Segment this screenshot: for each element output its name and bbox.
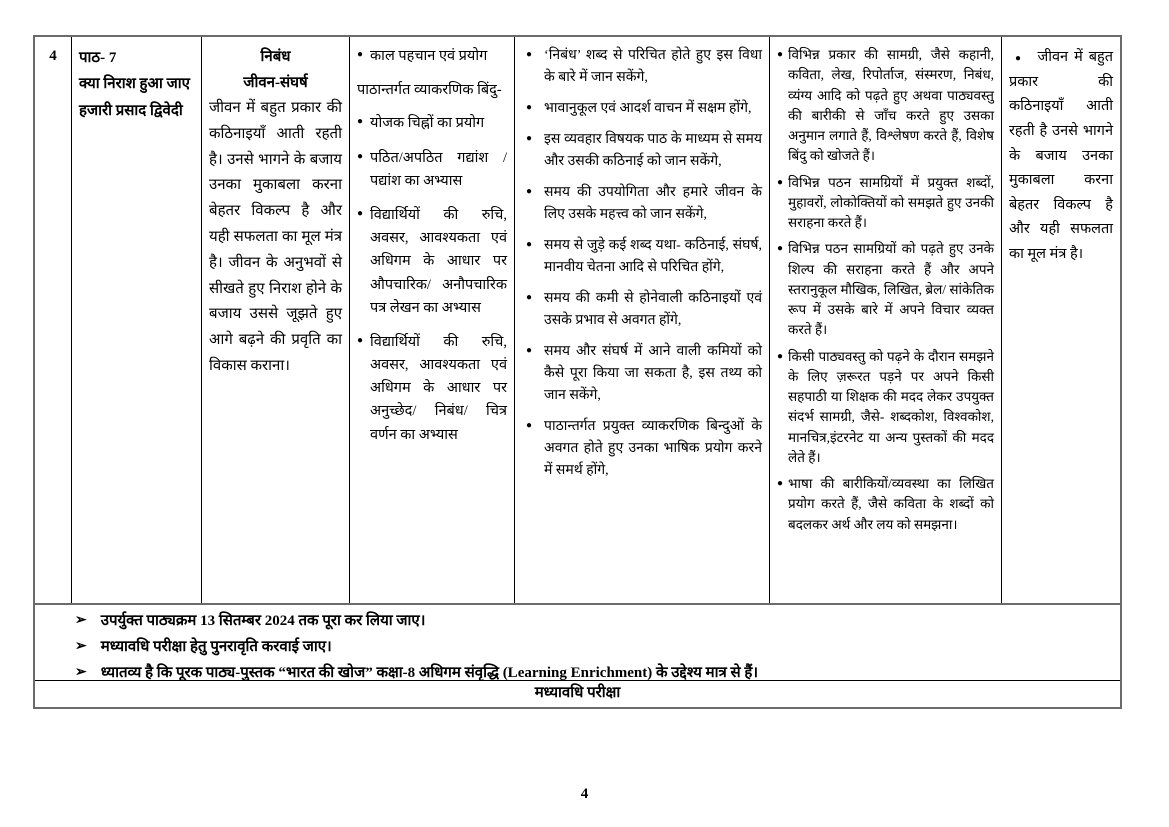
competency-item — [777, 347, 994, 469]
lesson-row — [35, 37, 1120, 603]
bullet-icon: ● — [777, 176, 784, 188]
outcome-item — [522, 288, 762, 332]
competencies-cell — [770, 37, 1002, 603]
competency-item — [777, 239, 994, 340]
bullet-icon: ● — [357, 49, 364, 60]
competency-item-text: भाषा की बारीकियों/व्यवस्था का लिखित प्रयोग करते हैं, जैसे कविता के शब्दों को बदलकर अर्थ और लय को समझना। — [788, 476, 994, 532]
bullet-icon: ● — [526, 132, 533, 144]
grammar-item-text: योजक चिह्नों का प्रयोग — [370, 115, 485, 132]
grammar-item-text: काल पहचान एवं प्रयोग — [370, 48, 488, 64]
bullet-icon: ● — [357, 207, 364, 219]
note-item-text: उपर्युक्त पाठ्यक्रम 13 सितम्बर 2024 तक पूरा कर लिया जाए। — [100, 613, 426, 629]
competency-item-text: विभिन्न पठन सामग्रियों में प्रयुक्त शब्दों, मुहावरों, लोकोक्तियों को समझते हुए उनकी सराहना करते हैं। — [788, 174, 994, 230]
outcome-item — [522, 98, 762, 120]
notes-row — [35, 603, 1120, 680]
note-item — [75, 637, 1110, 659]
summary-cell — [202, 37, 350, 603]
arrow-bullet-icon: ➢ — [75, 613, 87, 628]
serial-number: 4 — [49, 48, 57, 64]
competency-item-text: किसी पाठ्यवस्तु को पढ़ने के दौरान समझने के लिए ज़रूरत पड़ने पर अपने किसी सहपाठी या शिक्षक की मदद लेकर उपयुक्त संदर्भ सामग्री, जैसे- शब्दकोश, विश्वकोश, मानचित्र,इंटरनेट या अन्य पुस्तकों की मदद लेते हैं। — [788, 348, 994, 465]
outcome-item — [522, 182, 762, 226]
bullet-icon: ● — [526, 291, 533, 303]
serial-cell — [35, 37, 72, 603]
bullet-icon: ● — [526, 238, 533, 250]
bullet-icon: ● — [357, 150, 364, 162]
bullet-icon: ● — [526, 344, 533, 356]
lesson-title: क्या निराश हुआ जाए — [79, 76, 190, 93]
theme-title: जीवन-संघर्ष — [243, 74, 308, 91]
competency-item — [777, 474, 994, 535]
bullet-icon: ● — [777, 243, 784, 255]
competency-item-text: विभिन्न प्रकार की सामग्री, जैसे कहानी, कविता, लेख, रिपोर्ताज, संस्मरण, निबंध, व्यंग्य आदि को पढ़ते हुए अथवा पाठ्यवस्तु की बारीकी से जाँच करते हुए उसका अनुमान लगाते हैं, विश्लेषण करते हैं, विशेष बिंदु को खोजते हैं। — [788, 47, 994, 164]
competency-item — [777, 45, 994, 167]
lesson-cell — [72, 37, 202, 603]
grammar-item — [357, 112, 507, 135]
bullet-icon: ● — [357, 116, 364, 128]
outcome-item-text: ‘निबंध’ शब्द से परिचित होते हुए इस विधा के बारे में जान सकेंगे, — [544, 48, 762, 85]
outcome-item-text: भावानुकूल एवं आदर्श वाचन में सक्षम होंगे, — [544, 100, 752, 116]
genre-title: निबंध — [260, 49, 291, 65]
midterm-exam-label: मध्यावधि परीक्षा — [534, 685, 621, 701]
grammar-item-text: पठित/अपठित गद्यांश / पद्यांश का अभ्यास — [370, 149, 507, 189]
bullet-icon: ● — [1015, 53, 1024, 64]
syllabus-table — [33, 35, 1122, 709]
bullet-icon: ● — [357, 334, 364, 346]
grammar-item-text: विद्यार्थियों की रुचि, अवसर, आवश्यकता एवं अधिगम के आधार पर अनुच्छेद/ निबंध/ चित्र वर्णन का अभ्यास — [370, 333, 507, 443]
summary-body: जीवन में बहुत प्रकार की कठिनाइयाँ आती रहती है। उनसे भागने के बजाय उनका मुकाबला करना बेहतर विकल्प है और यही सफलता का मूल मंत्र है। जीवन के अनुभवों से सीखते हुए निराश होने के बजाय उससे जूझते हुए आगे बढ़ने की प्रवृति का विकास कराना। — [209, 100, 342, 374]
arrow-bullet-icon: ➢ — [75, 638, 87, 654]
bullet-icon: ● — [526, 419, 533, 431]
lesson-author: हजारी प्रसाद द्विवेदी — [79, 102, 183, 119]
bullet-icon: ● — [777, 350, 784, 362]
competency-item — [777, 173, 994, 234]
grammar-item — [357, 331, 507, 447]
bullet-icon: ● — [526, 185, 533, 197]
outcome-item — [522, 235, 762, 279]
outcome-item-text: पाठान्तर्गत प्रयुक्त व्याकरणिक बिन्दुओं के अवगत होते हुए उनका भाषिक प्रयोग करने में समर्थ होंगे, — [544, 418, 762, 478]
grammar-cell — [350, 37, 515, 603]
grammar-item — [357, 204, 507, 320]
grammar-item — [357, 45, 507, 68]
bullet-icon: ● — [777, 478, 784, 489]
midterm-exam-row — [35, 680, 1120, 707]
lesson-number: पाठ- 7 — [79, 50, 117, 66]
outcome-item — [522, 341, 762, 407]
grammar-item-text: विद्यार्थियों की रुचि, अवसर, आवश्यकता एवं अधिगम के आधार पर औपचारिक/ अनौपचारिक पत्र लेखन का अभ्यास — [370, 206, 507, 316]
outcome-item — [522, 45, 762, 89]
outcome-item — [522, 129, 762, 173]
page-number: 4 — [580, 786, 589, 802]
grammar-item — [357, 147, 507, 193]
competency-item-text: विभिन्न पठन सामग्रियों को पढ़ते हुए उनके शिल्प की सराहना करते हैं और अपने स्तरानुकूल मौखिक, लिखित, ब्रेल/ सांकेतिक रूप में उसके बारे में अपने विचार व्यक्त करते हैं। — [788, 241, 994, 338]
note-item — [75, 611, 1110, 633]
outcome-item — [522, 416, 762, 482]
arrow-bullet-icon: ➢ — [75, 664, 87, 680]
bullet-icon: ● — [526, 49, 533, 60]
bullet-icon: ● — [526, 101, 533, 113]
note-item — [75, 663, 1110, 681]
outcomes-cell — [515, 37, 770, 603]
values-text: जीवन में बहुत प्रकार की कठिनाइयाँ आती रहती है उनसे भागने के बजाय उनका मुकाबला करना बेहतर विकल्प है और यही सफलता का मूल मंत्र है। — [1009, 49, 1113, 263]
grammar-heading: पाठान्तर्गत व्याकरणिक बिंदु- — [357, 82, 502, 99]
note-item-text: मध्यावधि परीक्षा हेतु पुनरावृति करवाई जाए। — [100, 638, 332, 655]
outcome-item-text: इस व्यवहार विषयक पाठ के माध्यम से समय और उसकी कठिनाई को जान सकेंगे, — [544, 131, 762, 169]
outcome-item-text: समय की उपयोगिता और हमारे जीवन के लिए उसके महत्त्व को जान सकेंगे, — [544, 184, 762, 222]
outcome-item-text: समय की कमी से होनेवाली कठिनाइयों एवं उसके प्रभाव से अवगत होंगे, — [544, 290, 762, 328]
bullet-icon: ● — [777, 49, 784, 60]
outcome-item-text: समय से जुड़े कई शब्द यथा- कठिनाई, संघर्ष, मानवीय चेतना आदि से परिचित होंगे, — [544, 237, 762, 275]
note-item-text: ध्यातव्य है कि पूरक पाठ्य-पुस्तक “भारत की खोज” कक्षा-8 अधिगम संवृद्धि (Learning Enrichment) के उद्देश्य मात्र से हैं। — [100, 664, 759, 680]
outcome-item-text: समय और संघर्ष में आने वाली कमियों को कैसे पूरा किया जा सकता है, इस तथ्य को जान सकेंगे, — [544, 343, 762, 403]
values-cell — [1002, 37, 1120, 603]
